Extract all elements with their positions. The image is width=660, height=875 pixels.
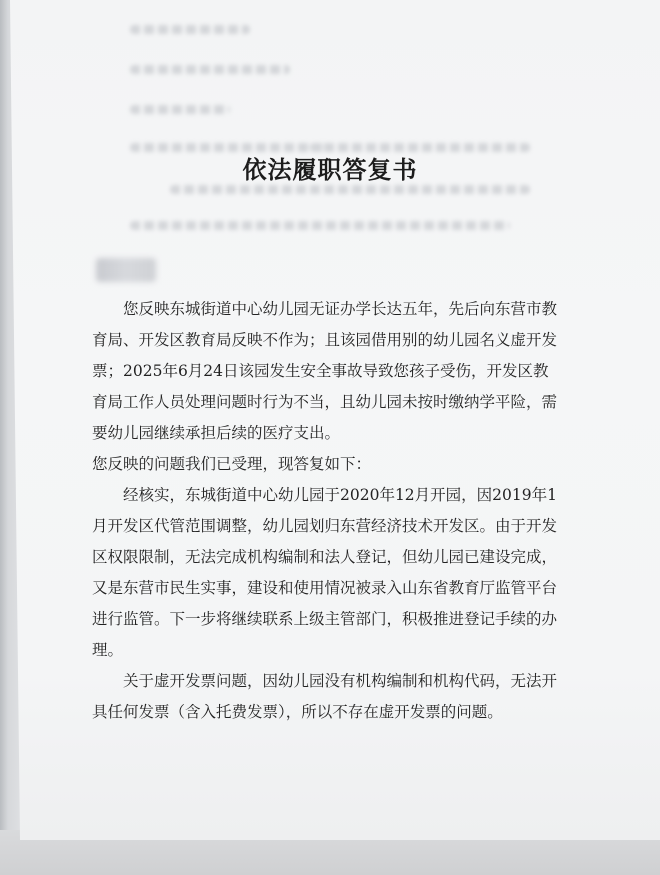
faint-line (130, 65, 290, 74)
show-through-text (130, 25, 550, 255)
faint-line (130, 25, 250, 34)
faint-line (130, 221, 510, 230)
document-body (92, 294, 560, 728)
body-paragraph: 您反映东城街道中心幼儿园无证办学长达五年，先后向东营市教育局、开发区教育局反映不作为；且该园借用别的幼儿园名义虚开发票；2025年6月24日该园发生安全事故导致您孩子受伤，开发区教育局工作人员处理问题时行为不当，且幼儿园未按时缴纳学平险，需要幼儿园继续承担后续的医疗支出。 (92, 300, 558, 442)
body-paragraph: 经核实，东城街道中心幼儿园于2020年12月开园，因2019年1月开发区代管范围调整，幼儿园划归东营经济技术开发区。由于开发区权限限制，无法完成机构编制和法人登记，但幼儿园已建设完成，又是东营市民生实事，建设和使用情况被录入山东省教育厅监管平台进行监管。下一步将继续联系上级主管部门，积极推进登记手续的办理。 (92, 486, 558, 659)
document-title: 依法履职答复书 (242, 155, 418, 184)
redacted-addressee (96, 258, 156, 282)
faint-line (130, 105, 230, 114)
faint-line (170, 185, 530, 194)
body-paragraph: 您反映的问题我们已受理，现答复如下： (92, 455, 372, 473)
body-paragraph: 关于虚开发票问题，因幼儿园没有机构编制和机构代码，无法开具任何发票（含入托费发票），所以不存在虚开发票的问题。 (92, 672, 558, 721)
